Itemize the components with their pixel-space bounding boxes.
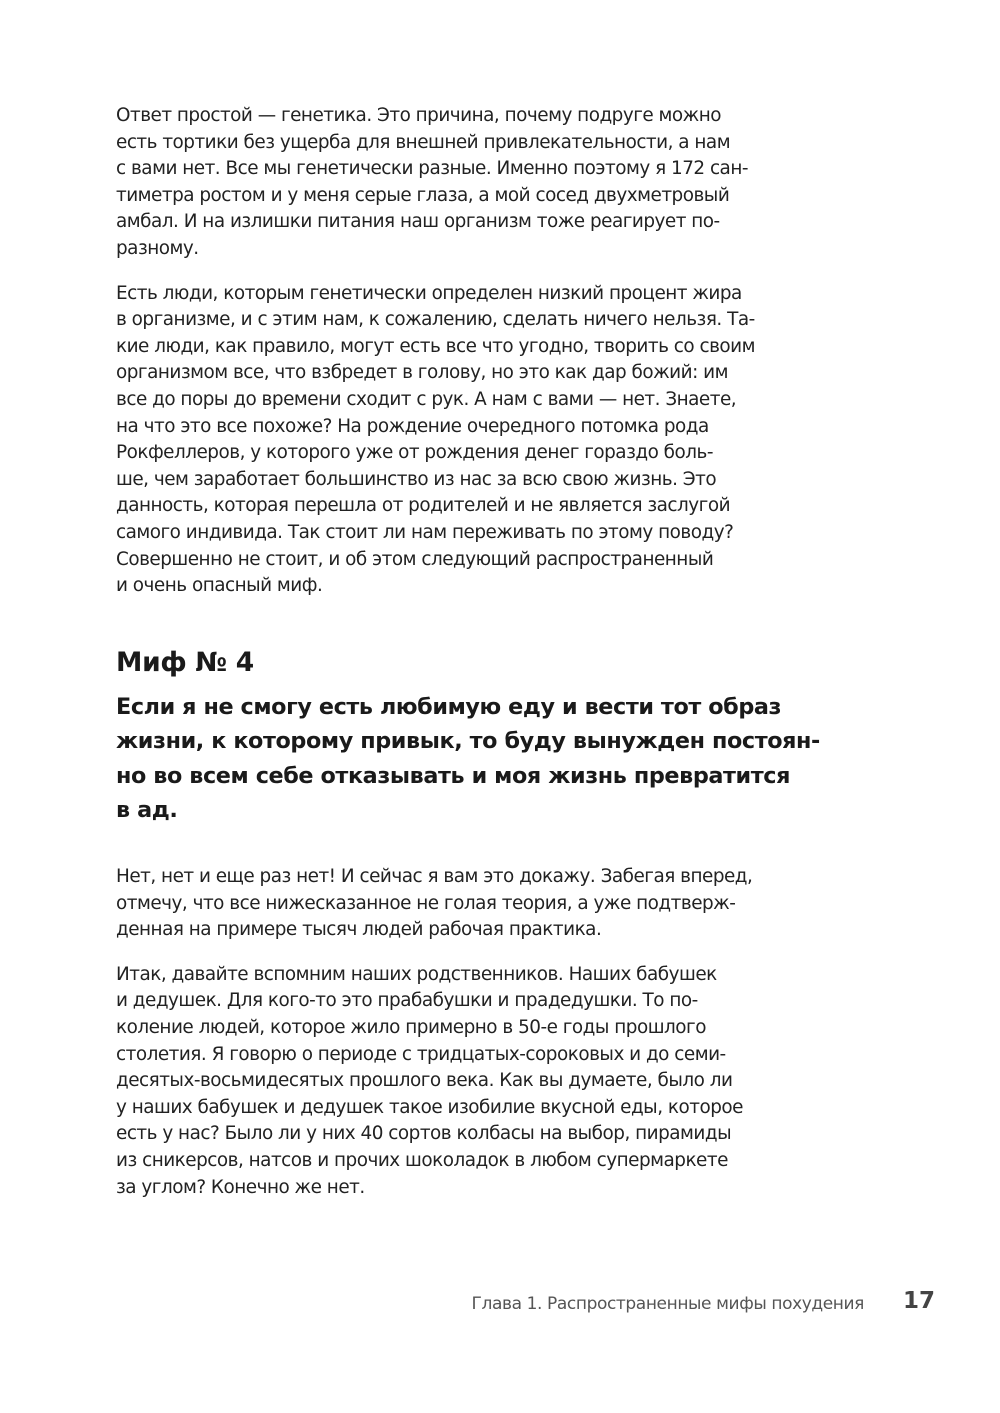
text-line: разному.	[116, 237, 199, 259]
text-line: на что это все похоже? На рождение очередного потомка рода	[116, 415, 709, 437]
subheading-line: но во всем себе отказывать и моя жизнь превратится	[116, 762, 791, 789]
subheading-line: жизни, к которому привык, то буду вынужден постоян-	[116, 728, 820, 755]
paragraph-genetics	[116, 103, 748, 263]
section-heading: Миф № 4	[116, 646, 254, 678]
text-line: Нет, нет и еще раз нет! И сейчас я вам это докажу. Забегая вперед,	[116, 866, 753, 888]
paragraph-gap	[116, 944, 748, 962]
text-line: кие люди, как правило, могут есть все что угодно, творить со своим	[116, 335, 755, 357]
text-line: ше, чем заработает большинство из нас за всю свою жизнь. Это	[116, 468, 717, 490]
text-line: амбал. И на излишки питания наш организм тоже реагирует по-	[116, 211, 720, 233]
text-line: денная на примере тысяч людей рабочая практика.	[116, 919, 602, 941]
text-line: все до поры до времени сходит с рук. А нам с вами — нет. Знаете,	[116, 388, 737, 410]
text-line: Есть люди, которым генетически определен низкий процент жира	[116, 282, 742, 304]
text-line: организмом все, что взбредет в голову, но это как дар божий: им	[116, 362, 728, 384]
section-subheading	[116, 690, 820, 828]
text-line: десятых-восьмидесятых прошлого века. Как вы думаете, было ли	[116, 1070, 733, 1092]
text-line: отмечу, что все нижесказанное не голая теория, а уже подтверж-	[116, 892, 736, 914]
text-line: есть тортики без ущерба для внешней привлекательности, а нам	[116, 131, 731, 153]
subheading-line: Если я не смогу есть любимую еду и вести тот образ	[116, 693, 782, 720]
text-line: самого индивида. Так стоит ли нам переживать по этому поводу?	[116, 521, 734, 543]
running-chapter-title: Глава 1. Распространенные мифы похудения	[471, 1294, 864, 1314]
text-line: в организме, и с этим нам, к сожалению, сделать ничего нельзя. Та-	[116, 309, 755, 331]
text-line: данность, которая перешла от родителей и не является заслугой	[116, 495, 731, 517]
text-line: есть у нас? Было ли у них 40 сортов колбасы на выбор, пирамиды	[116, 1123, 732, 1145]
paragraph-gap	[116, 263, 748, 281]
text-line: за углом? Конечно же нет.	[116, 1176, 365, 1198]
text-line: с вами нет. Все мы генетически разные. Именно поэтому я 172 сан-	[116, 158, 748, 180]
paragraph-grandparents	[116, 962, 748, 1201]
text-line: Рокфеллеров, у которого уже от рождения денег гораздо боль-	[116, 442, 713, 464]
text-line: Ответ простой — генетика. Это причина, почему подруге можно	[116, 105, 722, 126]
text-line: и очень опасный миф.	[116, 575, 323, 597]
page-number: 17	[903, 1288, 936, 1314]
subheading-line: в ад.	[116, 797, 178, 824]
text-line: коление людей, которое жило примерно в 50-е годы прошлого	[116, 1017, 706, 1039]
text-line: Итак, давайте вспомним наших родственников. Наших бабушек	[116, 963, 717, 985]
paragraph-no-no	[116, 864, 753, 944]
page-footer	[0, 1288, 1000, 1318]
paragraph-low-fat-people	[116, 281, 755, 600]
text-line: и дедушек. Для кого-то это прабабушки и прадедушки. То по-	[116, 990, 698, 1012]
page-body	[116, 103, 820, 1201]
text-line: тиметра ростом и у меня серые глаза, а мой сосед двухметровый	[116, 184, 730, 206]
text-line: столетия. Я говорю о периоде с тридцатых-сороковых и до семи-	[116, 1043, 726, 1065]
text-line: у наших бабушек и дедушек такое изобилие вкусной еды, которое	[116, 1096, 743, 1118]
text-line: из сникерсов, натсов и прочих шоколадок в любом супермаркете	[116, 1150, 728, 1171]
text-line: Совершенно не стоит, и об этом следующий распространенный	[116, 548, 714, 570]
